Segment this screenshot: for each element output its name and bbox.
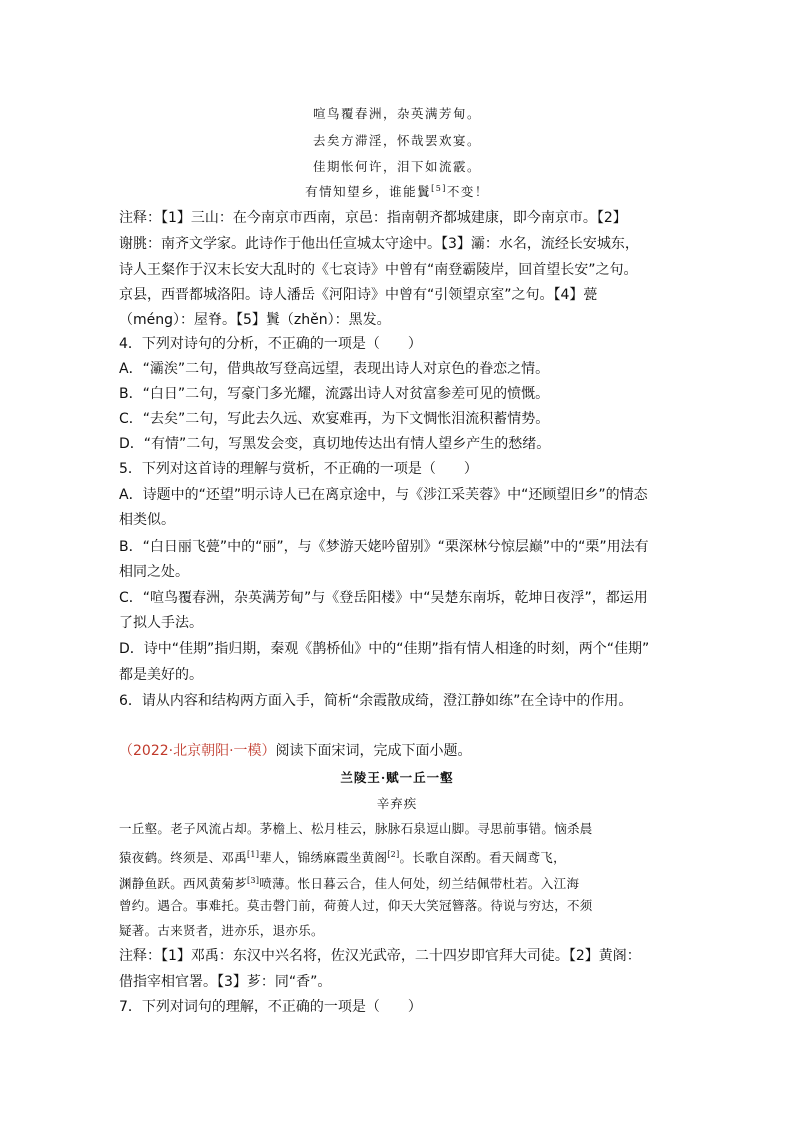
question-4-option-b: B．“白日”二句，写豪门多光耀，流露出诗人对贫富参差可见的愤慨。 xyxy=(119,386,550,402)
question-5-stem: 5．下列对这首诗的理解与赏析，不正确的一项是（ ） xyxy=(119,461,478,477)
ci-text: 渊静鱼跃。西风黄菊芗 xyxy=(119,876,248,892)
footnote-marker: [2] xyxy=(387,850,400,859)
poem-line-4 xyxy=(0,182,794,200)
poem-line-4-text: 有情知望乡，谁能鬒 xyxy=(305,184,432,199)
ci-text: 辈人，锦绣麻霞坐黄阁 xyxy=(259,850,388,866)
ci-line-4 xyxy=(119,893,679,919)
poem-line-3: 佳期怅何许，泪下如流霰。 xyxy=(312,159,481,174)
ci-line-5 xyxy=(119,918,679,944)
section-2-intro: 阅读下面宋词，完成下面小题。 xyxy=(275,743,472,759)
note-line: 借指宰相官署。【3】芗：同“香”。 xyxy=(119,974,332,990)
question-7-stem: 7．下列对词句的理解，不正确的一项是（ ） xyxy=(119,999,422,1015)
footnote-marker: [3] xyxy=(247,876,260,885)
question-5-line: A．诗题中的“还望”明示诗人已在离京途中，与《涉江采芙蓉》中“还顾望旧乡”的情态 xyxy=(119,487,648,503)
question-5-line: D．诗中“佳期”指归期，秦观《鹊桥仙》中的“佳期”指有情人相逢的时刻，两个“佳期” xyxy=(119,641,650,657)
note-line: 诗人王粲作于汉末长安大乱时的《七哀诗》中曾有“南登霸陵岸，回首望长安”之句。 xyxy=(119,262,638,278)
ci-text: 疑著。古来贤者，进亦乐，退亦乐。 xyxy=(119,923,324,938)
ci-text: 一丘壑。老子风流占却。茅檐上、松月桂云，脉脉石泉逗山脚。寻思前事错。恼杀晨 xyxy=(119,821,593,836)
poem-line-4-end: 不变！ xyxy=(446,184,489,199)
question-5-line: 相类似。 xyxy=(119,512,175,528)
ci-line-1 xyxy=(119,816,679,842)
note-line: 注释：【1】三山：在今南京市西南，京邑：指南朝齐都城建康，即今南京市。【2】 xyxy=(119,210,627,226)
poem-line-1: 喧鸟覆春洲，杂英满芳甸。 xyxy=(312,106,481,121)
section-2-header xyxy=(119,738,677,764)
question-4-option-c: C．“去矣”二句，写此去久远、欢宴难再，为下文惆怅泪流积蓄情势。 xyxy=(119,411,550,427)
footnote-marker: [5] xyxy=(431,183,447,193)
source-tag: （2022·北京朝阳·一模） xyxy=(119,743,276,759)
question-5-line: C．“喧鸟覆春洲，杂英满芳甸”与《登岳阳楼》中“吴楚东南坼，乾坤日夜浮”，都运用 xyxy=(119,590,648,606)
ci-text: 。长歌自深酌。看天阔鸢飞， xyxy=(399,850,566,866)
question-5-line: 相同之处。 xyxy=(119,564,189,580)
footnote-marker: [1] xyxy=(247,850,260,859)
question-5-line: 了拟人手法。 xyxy=(119,615,203,631)
note-line: 谢朓：南齐文学家。此诗作于他出任宣城太守途中。【3】灞：水名，流经长安城东， xyxy=(119,236,639,252)
note-line: 京县，西晋都城洛阳。诗人潘岳《河阳诗》中曾有“引领望京室”之句。【4】甍 xyxy=(119,287,598,303)
ci-line-2 xyxy=(119,842,679,871)
ci-title: 兰陵王·赋一丘一壑 xyxy=(340,770,454,785)
question-6: 6．请从内容和结构两方面入手，简析“余霞散成绮，澄江静如练”在全诗中的作用。 xyxy=(119,693,633,709)
note-line: （méng）：屋脊。【5】鬒（zhěn）：黑发。 xyxy=(119,312,391,328)
ci-text: 猿夜鹤。终须是、邓禹 xyxy=(119,850,248,866)
question-5-line: B．“白日丽飞甍”中的“丽”，与《梦游天姥吟留别》“栗深林兮惊层巅”中的“栗”用法有 xyxy=(119,539,649,555)
question-4-stem: 4．下列对诗句的分析，不正确的一项是（ ） xyxy=(119,336,422,352)
ci-text: 曾约。遇合。事难托。莫击磬门前，荷蒉人过，仰天大笑冠簪落。待说与穷达，不须 xyxy=(119,898,593,913)
question-4-option-d: D．“有情”二句，写黑发会变，真切地传达出有情人望乡产生的愁绪。 xyxy=(119,436,551,452)
poem-line-2: 去矣方滞淫，怀哉罢欢宴。 xyxy=(312,133,481,148)
note-line: 注释：【1】邓禹：东汉中兴名将，佐汉光武帝，二十四岁即官拜大司徒。【2】黄阁： xyxy=(119,948,641,964)
question-5-line: 都是美好的。 xyxy=(119,667,203,683)
ci-author: 辛弃疾 xyxy=(376,796,418,811)
question-4-option-a: A．“灞涘”二句，借典故写登高远望，表现出诗人对京色的眷恋之情。 xyxy=(119,361,550,377)
ci-text: 喷薄。怅日暮云合，佳人何处，纫兰结佩带杜若。入江海 xyxy=(259,876,580,892)
